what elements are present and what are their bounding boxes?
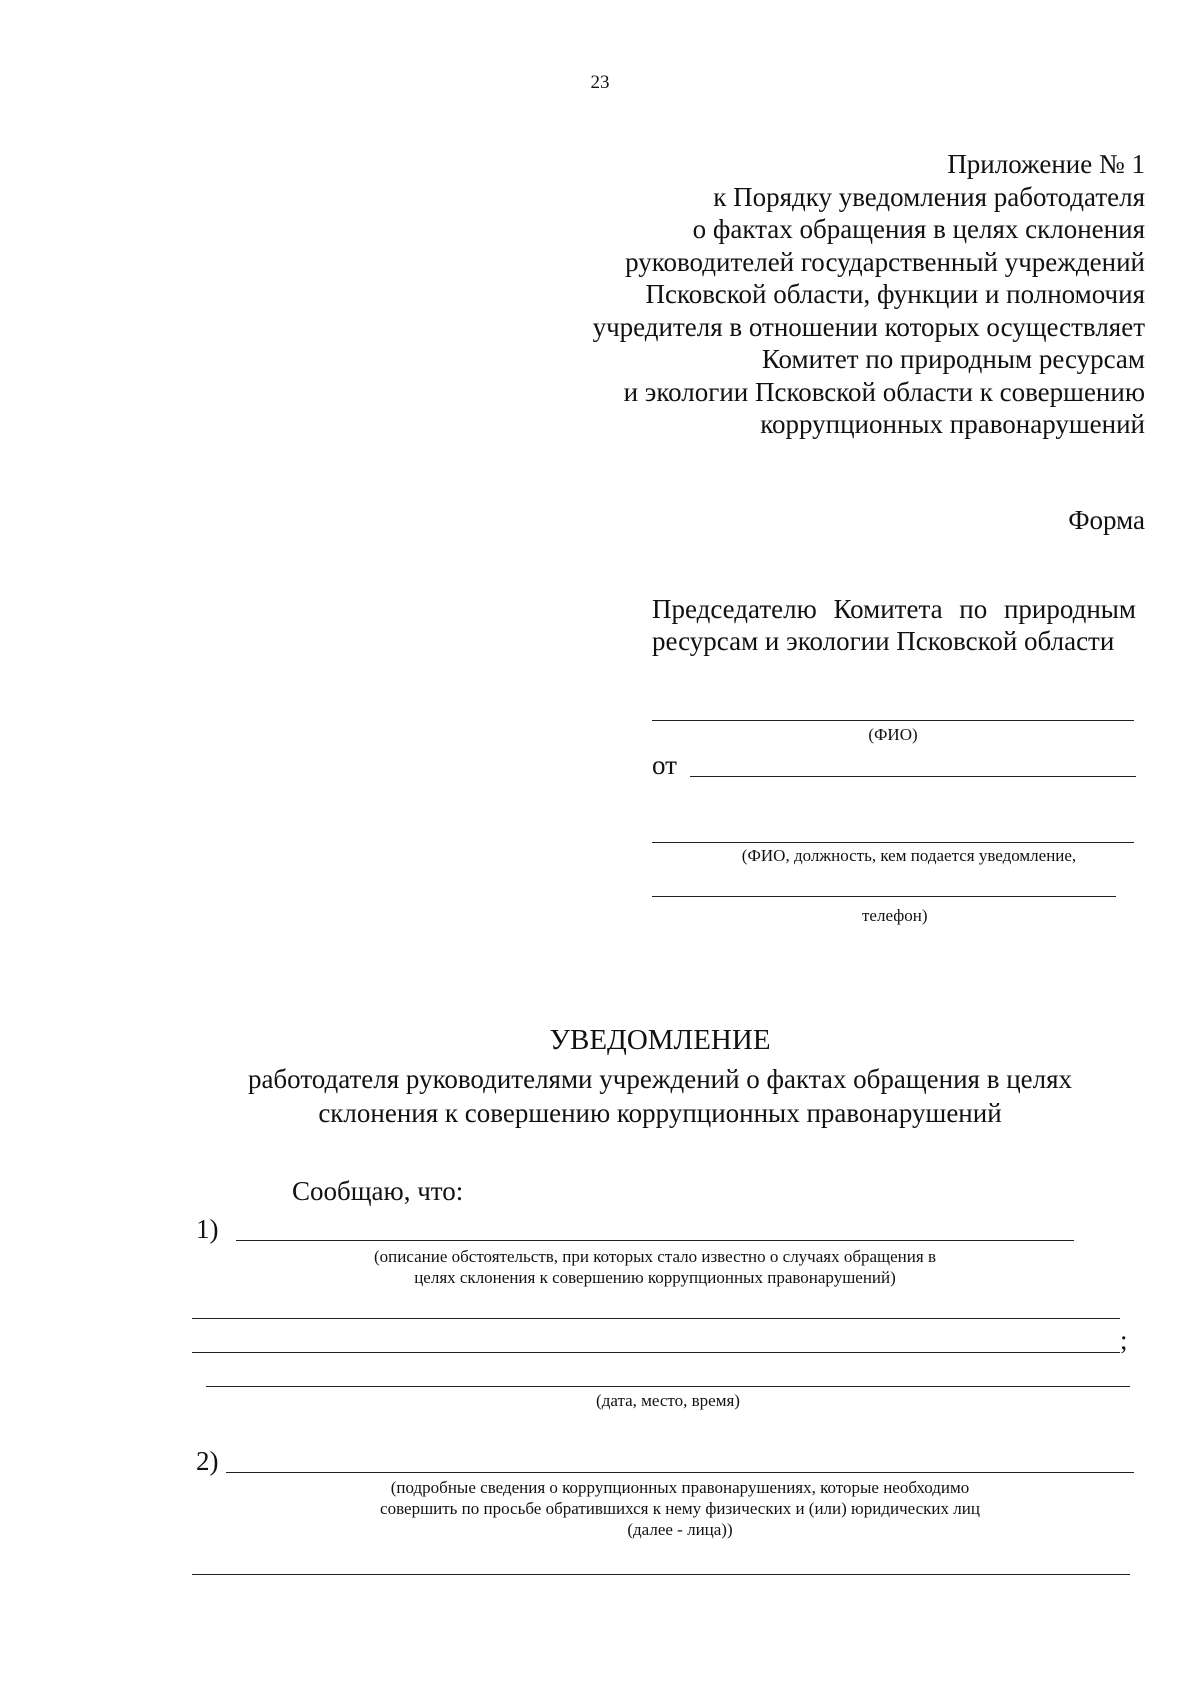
from-label: от <box>652 750 677 780</box>
appendix-line: учредителя в отношении которых осуществляет <box>592 311 1145 342</box>
sender-details-input-line[interactable] <box>652 842 1134 843</box>
appendix-line: Псковской области, функции и полномочия <box>645 279 1145 309</box>
notice-subtitle-line: работодателя руководителями учреждений о фактах обращения в целях <box>247 1064 1073 1094</box>
item-1-number: 1) <box>196 1214 219 1244</box>
date-place-time-input-line[interactable] <box>206 1386 1130 1387</box>
item-2-hint-line2: совершить по просьбе обратившихся к нему физических и (или) юридических лиц <box>380 1499 980 1518</box>
item-1-input-line[interactable] <box>236 1240 1074 1241</box>
appendix-line: Приложение № 1 <box>947 149 1145 179</box>
appendix-line: Комитет по природным ресурсам <box>761 344 1145 374</box>
appendix-line: коррупционных правонарушений <box>760 409 1145 439</box>
fio-hint: (ФИО) <box>868 725 918 744</box>
item-1-terminator: ; <box>1120 1325 1128 1355</box>
appendix-line: руководителей государственный учреждений <box>625 246 1145 277</box>
item-1-hint-line1: (описание обстоятельств, при которых стало известно о случаях обращения в <box>374 1247 936 1266</box>
item-2-number: 2) <box>196 1446 219 1476</box>
appendix-line: о фактах обращения в целях склонения <box>692 214 1145 244</box>
item-2-input-line[interactable] <box>226 1472 1134 1473</box>
appendix-line: к Порядку уведомления работодателя <box>713 181 1145 212</box>
appendix-line: и экологии Псковской области к совершению <box>623 376 1145 407</box>
item-1-continuation-line[interactable] <box>192 1318 1120 1319</box>
item-1-continuation-line[interactable] <box>192 1352 1120 1353</box>
page-number: 23 <box>590 72 610 93</box>
intro-text: Сообщаю, что: <box>292 1176 464 1206</box>
date-place-time-hint: (дата, место, время) <box>596 1391 740 1410</box>
fio-input-line[interactable] <box>652 720 1134 721</box>
item-1-hint-line2: целях склонения к совершению коррупционных правонарушений) <box>414 1268 896 1287</box>
notice-title: УВЕДОМЛЕНИЕ <box>549 1024 771 1056</box>
sender-input-line[interactable] <box>690 776 1136 777</box>
form-label: Форма <box>1068 505 1145 535</box>
notice-subtitle-line: склонения к совершению коррупционных правонарушений <box>318 1098 1002 1128</box>
item-2-hint-line1: (подробные сведения о коррупционных правонарушениях, которые необходимо <box>390 1478 970 1497</box>
phone-hint: телефон) <box>862 906 928 925</box>
item-2-hint-line3: (далее - лица)) <box>627 1520 733 1539</box>
item-2-continuation-line[interactable] <box>192 1574 1130 1575</box>
appendix-header <box>525 148 1145 441</box>
addressee-text: Председателю Комитета по природным ресурсам и экологии Псковской области <box>652 594 1136 656</box>
phone-input-line[interactable] <box>652 896 1116 897</box>
sender-hint: (ФИО, должность, кем подается уведомление, <box>741 846 1077 865</box>
notice-subtitle <box>0 1062 1200 1130</box>
